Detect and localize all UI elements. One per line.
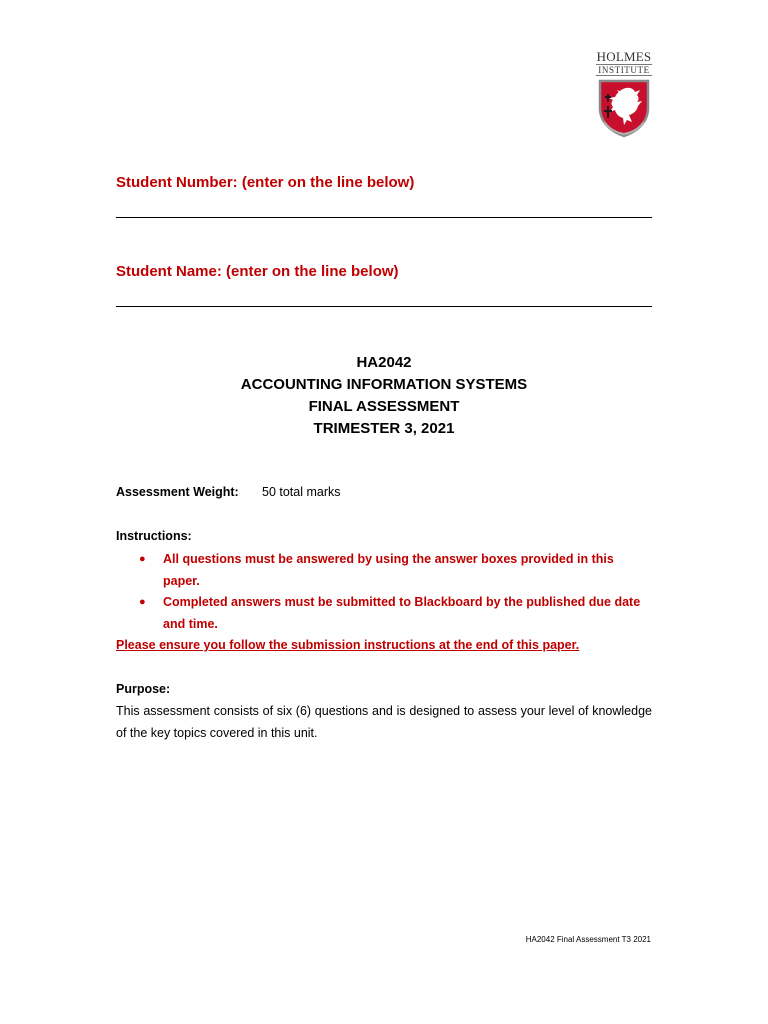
bullet-icon: ● <box>139 596 146 608</box>
griffin-shield-icon <box>596 78 652 138</box>
purpose-heading: Purpose: <box>116 682 171 696</box>
bullet-icon: ● <box>139 553 146 565</box>
purpose-text: This assessment consists of six (6) questions and is designed to assess your level of knowledge of the key topics covered in this unit. <box>116 704 652 740</box>
student-name-line[interactable] <box>116 306 652 307</box>
student-number-line[interactable] <box>116 217 652 218</box>
list-item <box>136 549 652 592</box>
instructions-heading: Instructions: <box>116 529 192 543</box>
holmes-institute-logo <box>594 50 654 138</box>
student-name-label: Student Name: (enter on the line below) <box>116 263 399 280</box>
student-number-label: Student Number: (enter on the line below) <box>116 174 415 191</box>
assessment-weight-row <box>116 482 652 504</box>
assessment-title: FINAL ASSESSMENT <box>308 398 460 415</box>
instructions-list <box>136 549 652 635</box>
page-footer: HA2042 Final Assessment T3 2021 <box>525 935 651 944</box>
unit-code: HA2042 <box>356 354 412 371</box>
document-title-block <box>116 352 652 440</box>
submission-notice: Please ensure you follow the submission instructions at the end of this paper. <box>116 638 580 652</box>
list-item <box>136 592 652 635</box>
logo-wordmark-top: HOLMES <box>596 49 652 64</box>
instruction-text: Completed answers must be submitted to Blackboard by the published due date and time. <box>163 595 641 631</box>
unit-title: ACCOUNTING INFORMATION SYSTEMS <box>240 376 528 393</box>
assessment-weight-label: Assessment Weight: <box>116 485 239 499</box>
assessment-weight-value: 50 total marks <box>262 485 341 499</box>
logo-wordmark-bottom: INSTITUTE <box>596 64 652 76</box>
instruction-text: All questions must be answered by using the answer boxes provided in this paper. <box>163 552 614 588</box>
trimester-title: TRIMESTER 3, 2021 <box>313 420 455 437</box>
